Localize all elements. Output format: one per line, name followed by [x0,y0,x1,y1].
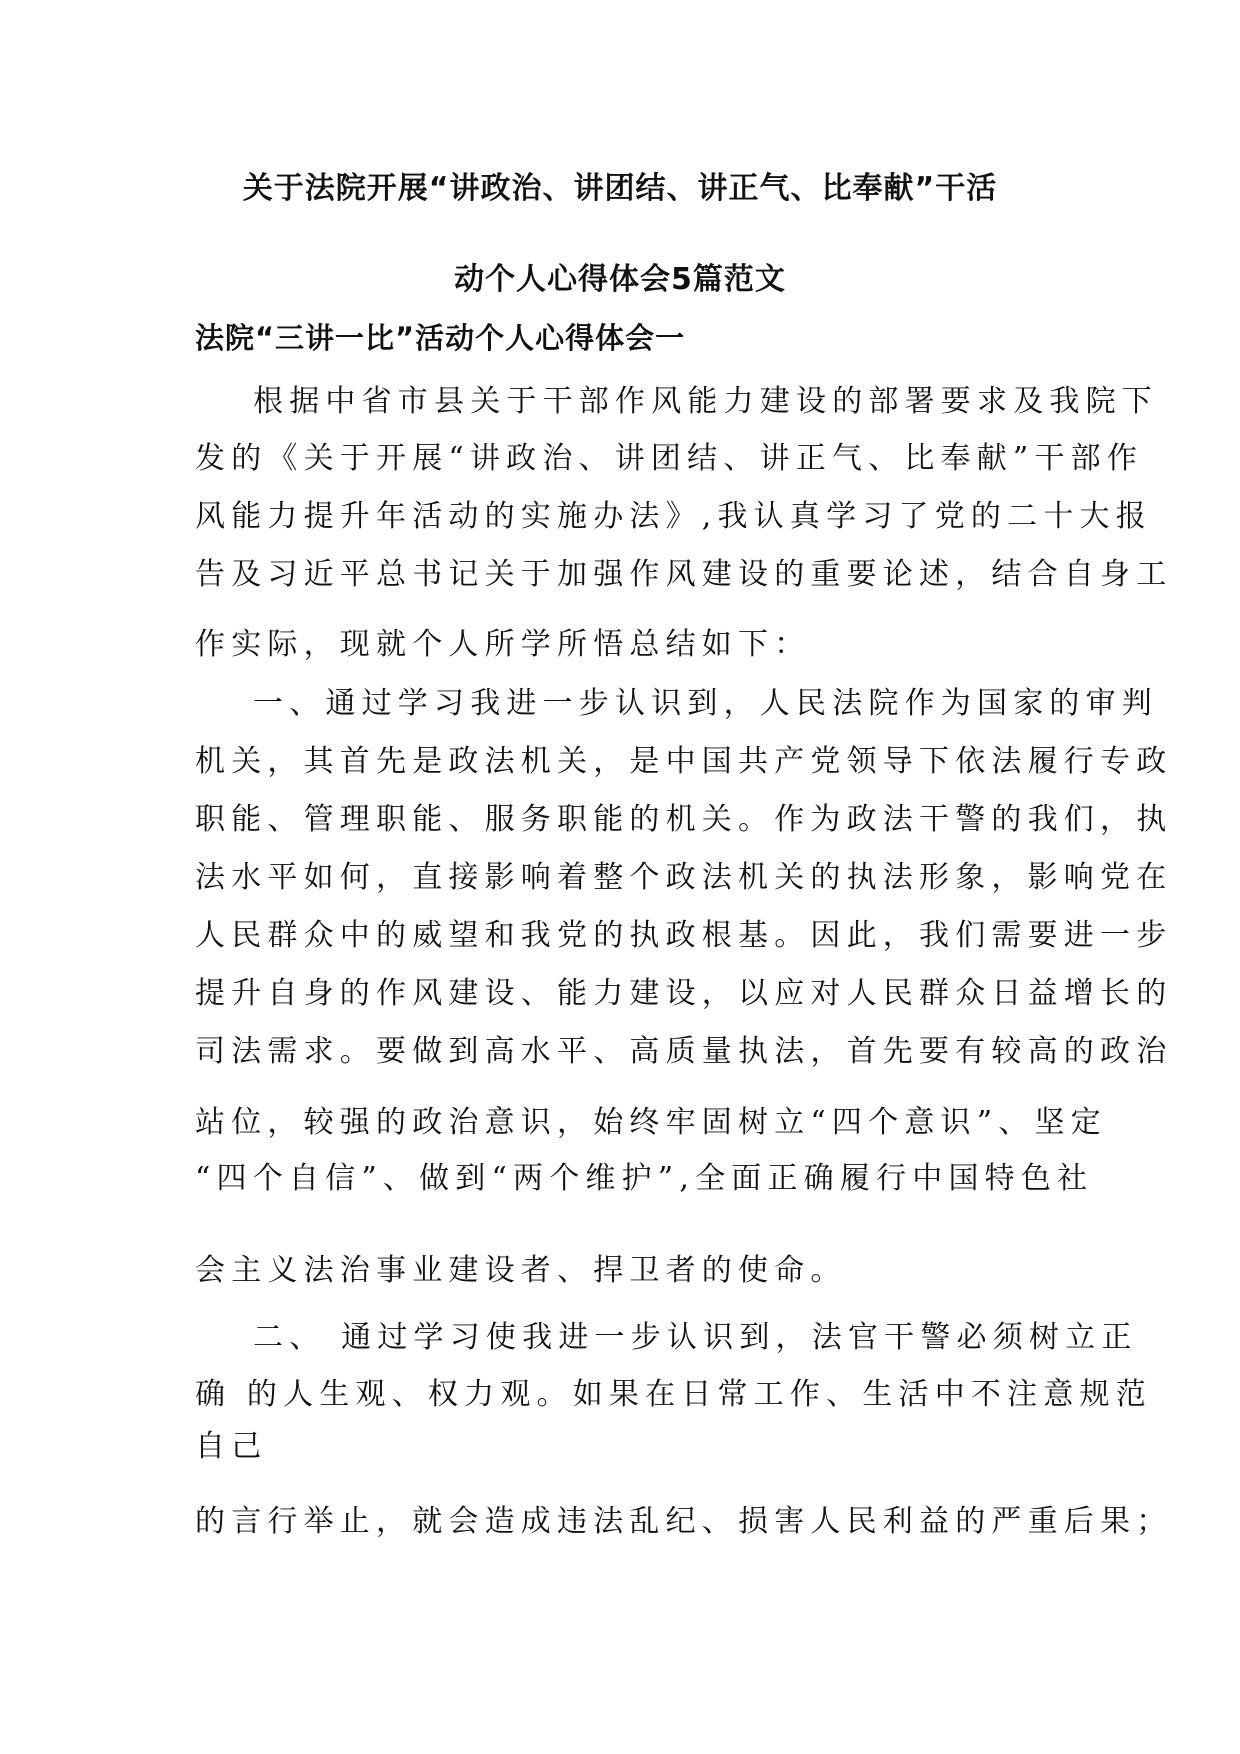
body-line: 站位，较强的政治意识，始终牢固树立“四个意识”、坚定 [195,1105,1107,1140]
body-line: 告及习近平总书记关于加强作风建设的重要论述，结合自身工 [195,557,1173,592]
body-line: 提升自身的作风建设、能力建设，以应对人民群众日益增长的 [195,976,1173,1011]
body-line: 作实际，现就个人所学所悟总结如下： [195,627,811,662]
body-line: 机关，其首先是政法机关，是中国共产党领导下依法履行专政 [195,744,1173,779]
body-line: 的言行举止，就会造成违法乱纪、损害人民利益的严重后果； [195,1504,1173,1539]
body-line: 自己 [195,1429,268,1464]
body-line: 根据中省市县关于干部作风能力建设的部署要求及我院下 [253,384,1158,419]
section-heading: 法院“三讲一比”活动个人心得体会一 [195,321,686,355]
document-title-line-2: 动个人心得体会5篇范文 [454,262,786,297]
body-line: 会主义法治事业建设者、捍卫者的使命。 [195,1253,847,1288]
body-line: 人民群众中的威望和我党的执政根基。因此，我们需要进一步 [195,918,1173,953]
body-line: 一、通过学习我进一步认识到，人民法院作为国家的审判 [253,686,1158,721]
body-line: 风能力提升年活动的实施办法》,我认真学习了党的二十大报 [195,499,1152,534]
document-title-line-1: 关于法院开展“讲政治、讲团结、讲正气、比奉献”干活 [242,171,998,206]
body-line: 司法需求。要做到高水平、高质量执法，首先要有较高的政治 [195,1034,1173,1069]
body-line: 发的《关于开展“讲政治、讲团结、讲正气、比奉献”干部作 [195,441,1144,476]
body-line: 确 的人生观、权力观。如果在日常工作、生活中不注意规范 [195,1377,1152,1412]
body-line: 职能、管理职能、服务职能的机关。作为政法干警的我们，执 [195,802,1173,837]
body-line: “四个自信”、做到“两个维护”,全面正确履行中国特色社 [195,1161,1094,1196]
body-line: 二、 通过学习使我进一步认识到，法官干警必须树立正 [253,1320,1138,1355]
body-line: 法水平如何，直接影响着整个政法机关的执法形象，影响党在 [195,860,1173,895]
